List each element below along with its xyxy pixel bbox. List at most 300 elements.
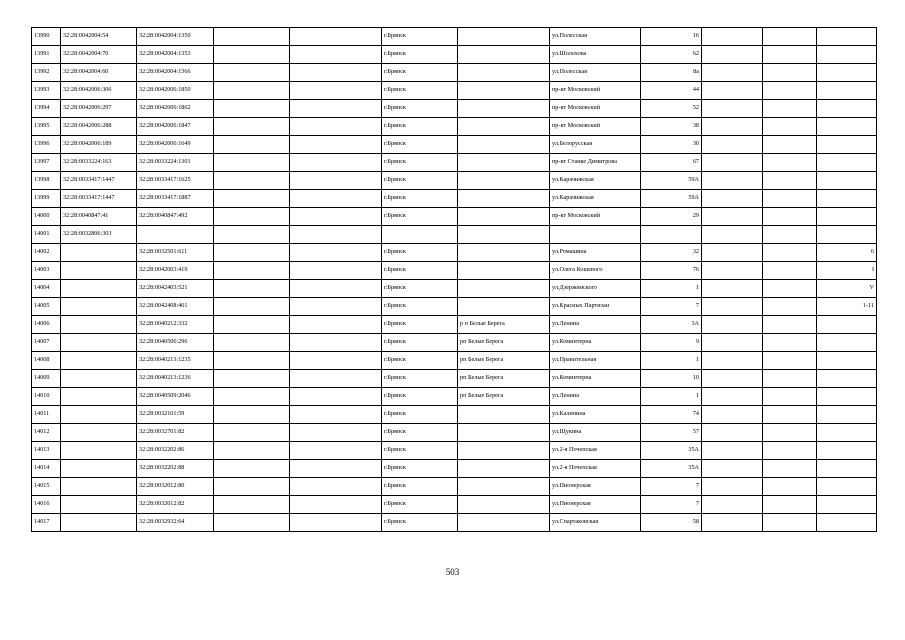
empty-cell <box>763 190 817 208</box>
table-row <box>32 496 877 514</box>
house-number-cell: 32 <box>641 244 702 262</box>
table-row <box>32 154 877 172</box>
table-row <box>32 280 877 298</box>
settlement-cell <box>458 514 550 532</box>
settlement-cell <box>458 208 550 226</box>
settlement-cell <box>458 424 550 442</box>
table-row <box>32 406 877 424</box>
apartment-cell <box>702 64 763 82</box>
house-number-cell: 3А <box>641 316 702 334</box>
object-number-cell: 32:28:0032101:59 <box>137 406 214 424</box>
settlement-cell <box>458 244 550 262</box>
house-number-cell <box>641 226 702 244</box>
room-number-cell <box>817 118 877 136</box>
street-cell: ул.2-я Почепская <box>550 460 641 478</box>
apartment-cell <box>702 208 763 226</box>
cadastral-number-cell <box>61 334 137 352</box>
room-number-cell <box>817 406 877 424</box>
empty-cell <box>763 280 817 298</box>
table-row <box>32 190 877 208</box>
cadastral-number-cell <box>61 298 137 316</box>
empty-cell <box>763 82 817 100</box>
empty-cell <box>214 514 290 532</box>
settlement-cell <box>458 136 550 154</box>
street-cell: ул.2-я Почепская <box>550 442 641 460</box>
empty-cell <box>214 280 290 298</box>
empty-cell <box>214 424 290 442</box>
street-cell: ул.Калинина <box>550 406 641 424</box>
cadastral-number-cell <box>61 442 137 460</box>
row-number-cell: 14003 <box>32 262 61 280</box>
cadastral-number-cell: 32:28:0042006:288 <box>61 118 137 136</box>
empty-cell <box>214 262 290 280</box>
empty-cell <box>290 388 382 406</box>
room-number-cell <box>817 82 877 100</box>
empty-cell <box>214 298 290 316</box>
settlement-cell <box>458 172 550 190</box>
row-number-cell: 14010 <box>32 388 61 406</box>
empty-cell <box>290 118 382 136</box>
row-number-cell: 14004 <box>32 280 61 298</box>
empty-cell <box>214 496 290 514</box>
room-number-cell <box>817 190 877 208</box>
apartment-cell <box>702 28 763 46</box>
apartment-cell <box>702 496 763 514</box>
settlement-cell <box>458 262 550 280</box>
table-row <box>32 226 877 244</box>
city-cell: г.Брянск <box>382 118 458 136</box>
table-row <box>32 460 877 478</box>
row-number-cell: 13995 <box>32 118 61 136</box>
row-number-cell: 14012 <box>32 424 61 442</box>
empty-cell <box>763 28 817 46</box>
empty-cell <box>290 316 382 334</box>
city-cell: г.Брянск <box>382 172 458 190</box>
room-number-cell <box>817 226 877 244</box>
row-number-cell: 13992 <box>32 64 61 82</box>
empty-cell <box>763 154 817 172</box>
table-row <box>32 370 877 388</box>
settlement-cell: рп Белые Берега <box>458 370 550 388</box>
apartment-cell <box>702 154 763 172</box>
cadastral-number-cell <box>61 370 137 388</box>
row-number-cell: 14016 <box>32 496 61 514</box>
empty-cell <box>290 154 382 172</box>
row-number-cell: 14002 <box>32 244 61 262</box>
apartment-cell <box>702 244 763 262</box>
empty-cell <box>290 46 382 64</box>
empty-cell <box>290 262 382 280</box>
table-row <box>32 316 877 334</box>
empty-cell <box>763 460 817 478</box>
city-cell: г.Брянск <box>382 82 458 100</box>
room-number-cell <box>817 334 877 352</box>
cadastral-number-cell: 32:28:0042006:306 <box>61 82 137 100</box>
house-number-cell: 38 <box>641 118 702 136</box>
room-number-cell <box>817 46 877 64</box>
empty-cell <box>290 406 382 424</box>
table-row <box>32 442 877 460</box>
empty-cell <box>290 280 382 298</box>
settlement-cell <box>458 442 550 460</box>
object-number-cell: 32:28:0040213:1235 <box>137 352 214 370</box>
room-number-cell <box>817 514 877 532</box>
row-number-cell: 14005 <box>32 298 61 316</box>
apartment-cell <box>702 406 763 424</box>
empty-cell <box>763 46 817 64</box>
object-number-cell: 32:28:0040212:332 <box>137 316 214 334</box>
empty-cell <box>763 244 817 262</box>
house-number-cell: 30 <box>641 136 702 154</box>
row-number-cell: 13999 <box>32 190 61 208</box>
row-number-cell: 14001 <box>32 226 61 244</box>
cadastral-number-cell: 32:28:0040847:41 <box>61 208 137 226</box>
street-cell: ул.Олега Кошевого <box>550 262 641 280</box>
city-cell: г.Брянск <box>382 262 458 280</box>
settlement-cell <box>458 118 550 136</box>
house-number-cell: 76 <box>641 262 702 280</box>
cadastral-number-cell <box>61 424 137 442</box>
settlement-cell <box>458 280 550 298</box>
cadastral-number-cell: 32:28:0033224:163 <box>61 154 137 172</box>
apartment-cell <box>702 172 763 190</box>
object-number-cell: 32:28:0042006:1862 <box>137 100 214 118</box>
settlement-cell <box>458 460 550 478</box>
street-cell: ул.Щукина <box>550 424 641 442</box>
house-number-cell: 62 <box>641 46 702 64</box>
city-cell: г.Брянск <box>382 280 458 298</box>
street-cell: ул.Карачижская <box>550 190 641 208</box>
apartment-cell <box>702 478 763 496</box>
empty-cell <box>214 82 290 100</box>
row-number-cell: 14007 <box>32 334 61 352</box>
table-row <box>32 136 877 154</box>
object-number-cell: 32:28:0042403:521 <box>137 280 214 298</box>
empty-cell <box>290 334 382 352</box>
house-number-cell: 7 <box>641 478 702 496</box>
street-cell: ул.Полесская <box>550 64 641 82</box>
settlement-cell <box>458 406 550 424</box>
object-number-cell: 32:28:0032501:611 <box>137 244 214 262</box>
city-cell: г.Брянск <box>382 424 458 442</box>
city-cell: г.Брянск <box>382 190 458 208</box>
house-number-cell: 58 <box>641 514 702 532</box>
house-number-cell: 29 <box>641 208 702 226</box>
empty-cell <box>763 478 817 496</box>
row-number-cell: 14017 <box>32 514 61 532</box>
house-number-cell: 7 <box>641 496 702 514</box>
apartment-cell <box>702 316 763 334</box>
city-cell: г.Брянск <box>382 460 458 478</box>
cadastral-number-cell: 32:28:0042006:189 <box>61 136 137 154</box>
row-number-cell: 13994 <box>32 100 61 118</box>
cadastral-number-cell <box>61 478 137 496</box>
object-number-cell: 32:28:0042004:1353 <box>137 46 214 64</box>
empty-cell <box>290 190 382 208</box>
room-number-cell <box>817 388 877 406</box>
object-number-cell: 32:28:0042004:1350 <box>137 28 214 46</box>
object-number-cell: 32:28:0042004:1366 <box>137 64 214 82</box>
empty-cell <box>214 388 290 406</box>
settlement-cell: р п Белые Берега <box>458 316 550 334</box>
empty-cell <box>214 478 290 496</box>
empty-cell <box>290 424 382 442</box>
street-cell: ул.Белорусская <box>550 136 641 154</box>
table-row <box>32 172 877 190</box>
table-row <box>32 424 877 442</box>
room-number-cell <box>817 352 877 370</box>
city-cell <box>382 226 458 244</box>
table-body <box>32 28 877 532</box>
city-cell: г.Брянск <box>382 334 458 352</box>
table-row <box>32 514 877 532</box>
row-number-cell: 14011 <box>32 406 61 424</box>
empty-cell <box>214 28 290 46</box>
row-number-cell: 14014 <box>32 460 61 478</box>
cadastral-number-cell: 32:28:0042004:60 <box>61 64 137 82</box>
apartment-cell <box>702 370 763 388</box>
cadastral-number-cell: 32:28:0042004:70 <box>61 46 137 64</box>
apartment-cell <box>702 442 763 460</box>
object-number-cell: 32:28:0032202:88 <box>137 460 214 478</box>
object-number-cell: 32:28:0040847:492 <box>137 208 214 226</box>
table-row <box>32 388 877 406</box>
room-number-cell <box>817 154 877 172</box>
empty-cell <box>290 460 382 478</box>
table-row <box>32 118 877 136</box>
empty-cell <box>214 46 290 64</box>
object-number-cell: 32:28:0042006:1850 <box>137 82 214 100</box>
settlement-cell <box>458 64 550 82</box>
apartment-cell <box>702 280 763 298</box>
row-number-cell: 14008 <box>32 352 61 370</box>
room-number-cell <box>817 136 877 154</box>
settlement-cell: рп Белые Берега <box>458 388 550 406</box>
cadastral-number-cell <box>61 460 137 478</box>
house-number-cell: 35А <box>641 460 702 478</box>
object-number-cell: 32:28:0032701:82 <box>137 424 214 442</box>
settlement-cell <box>458 46 550 64</box>
row-number-cell: 14000 <box>32 208 61 226</box>
empty-cell <box>763 64 817 82</box>
empty-cell <box>290 352 382 370</box>
room-number-cell <box>817 424 877 442</box>
city-cell: г.Брянск <box>382 46 458 64</box>
city-cell: г.Брянск <box>382 370 458 388</box>
apartment-cell <box>702 388 763 406</box>
empty-cell <box>214 64 290 82</box>
empty-cell <box>763 388 817 406</box>
cadastral-number-cell: 32:28:0042006:297 <box>61 100 137 118</box>
street-cell: ул.Полесская <box>550 28 641 46</box>
settlement-cell <box>458 100 550 118</box>
city-cell: г.Брянск <box>382 514 458 532</box>
table-row <box>32 46 877 64</box>
empty-cell <box>763 136 817 154</box>
room-number-cell <box>817 172 877 190</box>
street-cell: ул.Шолохова <box>550 46 641 64</box>
empty-cell <box>763 118 817 136</box>
empty-cell <box>763 262 817 280</box>
house-number-cell: 35А <box>641 442 702 460</box>
house-number-cell: 16 <box>641 28 702 46</box>
room-number-cell <box>817 496 877 514</box>
table-row <box>32 478 877 496</box>
object-number-cell: 32:28:0042006:1649 <box>137 136 214 154</box>
street-cell: ул.Ленина <box>550 316 641 334</box>
object-number-cell: 32:28:0033417:1625 <box>137 172 214 190</box>
street-cell: ул.Правительная <box>550 352 641 370</box>
object-number-cell: 32:28:0042003:419 <box>137 262 214 280</box>
street-cell: пр-кт Московский <box>550 208 641 226</box>
empty-cell <box>214 244 290 262</box>
room-number-cell <box>817 370 877 388</box>
apartment-cell <box>702 514 763 532</box>
house-number-cell: 59А <box>641 172 702 190</box>
cadastral-number-cell <box>61 244 137 262</box>
empty-cell <box>214 136 290 154</box>
table-row <box>32 64 877 82</box>
empty-cell <box>763 172 817 190</box>
cadastral-number-cell: 32:28:0033417:1447 <box>61 172 137 190</box>
room-number-cell <box>817 478 877 496</box>
empty-cell <box>214 208 290 226</box>
empty-cell <box>763 100 817 118</box>
empty-cell <box>290 478 382 496</box>
empty-cell <box>290 514 382 532</box>
city-cell: г.Брянск <box>382 208 458 226</box>
empty-cell <box>763 424 817 442</box>
street-cell: пр-кт Московский <box>550 118 641 136</box>
table-row <box>32 352 877 370</box>
house-number-cell: 1 <box>641 388 702 406</box>
object-number-cell: 32:28:0032012:80 <box>137 478 214 496</box>
table-row <box>32 28 877 46</box>
apartment-cell <box>702 226 763 244</box>
settlement-cell <box>458 28 550 46</box>
empty-cell <box>763 442 817 460</box>
house-number-cell: 1 <box>641 280 702 298</box>
apartment-cell <box>702 118 763 136</box>
city-cell: г.Брянск <box>382 478 458 496</box>
empty-cell <box>214 352 290 370</box>
object-number-cell: 32:28:0040213:1236 <box>137 370 214 388</box>
table-row <box>32 100 877 118</box>
room-number-cell <box>817 64 877 82</box>
settlement-cell <box>458 82 550 100</box>
street-cell: ул.Ленина <box>550 388 641 406</box>
city-cell: г.Брянск <box>382 352 458 370</box>
row-number-cell: 13990 <box>32 28 61 46</box>
house-number-cell: 9 <box>641 334 702 352</box>
empty-cell <box>214 172 290 190</box>
city-cell: г.Брянск <box>382 442 458 460</box>
empty-cell <box>290 28 382 46</box>
settlement-cell: рп Белые Берега <box>458 352 550 370</box>
row-number-cell: 13991 <box>32 46 61 64</box>
city-cell: г.Брянск <box>382 154 458 172</box>
table-row <box>32 208 877 226</box>
object-number-cell: 32:28:0042006:1847 <box>137 118 214 136</box>
empty-cell <box>214 370 290 388</box>
object-number-cell: 32:28:0042408:461 <box>137 298 214 316</box>
room-number-cell <box>817 100 877 118</box>
settlement-cell <box>458 154 550 172</box>
empty-cell <box>763 208 817 226</box>
house-number-cell: 7 <box>641 298 702 316</box>
house-number-cell: 8а <box>641 64 702 82</box>
empty-cell <box>214 460 290 478</box>
row-number-cell: 13998 <box>32 172 61 190</box>
room-number-cell: I <box>817 262 877 280</box>
page-number: 503 <box>445 567 460 577</box>
settlement-cell: рп Белые Берега <box>458 334 550 352</box>
empty-cell <box>763 496 817 514</box>
city-cell: г.Брянск <box>382 136 458 154</box>
empty-cell <box>214 406 290 424</box>
room-number-cell <box>817 442 877 460</box>
apartment-cell <box>702 298 763 316</box>
table-row <box>32 262 877 280</box>
empty-cell <box>763 352 817 370</box>
empty-cell <box>214 442 290 460</box>
street-cell: ул.Красных Партизан <box>550 298 641 316</box>
empty-cell <box>214 100 290 118</box>
street-cell: ул.Коминтерна <box>550 370 641 388</box>
room-number-cell <box>817 28 877 46</box>
house-number-cell: 74 <box>641 406 702 424</box>
cadastral-number-cell: 32:28:0032806:303 <box>61 226 137 244</box>
object-number-cell: 32:28:0032932:64 <box>137 514 214 532</box>
house-number-cell: 44 <box>641 82 702 100</box>
cadastral-number-cell <box>61 406 137 424</box>
cadastral-number-cell: 32:28:0042004:54 <box>61 28 137 46</box>
empty-cell <box>763 316 817 334</box>
row-number-cell: 14015 <box>32 478 61 496</box>
street-cell: ул.Дзержинского <box>550 280 641 298</box>
settlement-cell <box>458 496 550 514</box>
object-number-cell: 32:28:0040509:2046 <box>137 388 214 406</box>
empty-cell <box>290 496 382 514</box>
empty-cell <box>290 442 382 460</box>
city-cell: г.Брянск <box>382 388 458 406</box>
empty-cell <box>290 172 382 190</box>
settlement-cell <box>458 226 550 244</box>
room-number-cell: 6 <box>817 244 877 262</box>
empty-cell <box>214 334 290 352</box>
cadastral-number-cell <box>61 496 137 514</box>
empty-cell <box>214 154 290 172</box>
table-row <box>32 244 877 262</box>
street-cell: пр-кт Московский <box>550 82 641 100</box>
empty-cell <box>290 100 382 118</box>
city-cell: г.Брянск <box>382 316 458 334</box>
street-cell: ул.Коминтерна <box>550 334 641 352</box>
street-cell <box>550 226 641 244</box>
house-number-cell: 57 <box>641 424 702 442</box>
street-cell: ул.Спартаковская <box>550 514 641 532</box>
empty-cell <box>763 334 817 352</box>
cadastral-number-cell <box>61 262 137 280</box>
empty-cell <box>290 226 382 244</box>
city-cell: г.Брянск <box>382 406 458 424</box>
settlement-cell <box>458 298 550 316</box>
empty-cell <box>763 370 817 388</box>
empty-cell <box>290 298 382 316</box>
city-cell: г.Брянск <box>382 298 458 316</box>
empty-cell <box>763 298 817 316</box>
cadastral-number-cell <box>61 514 137 532</box>
